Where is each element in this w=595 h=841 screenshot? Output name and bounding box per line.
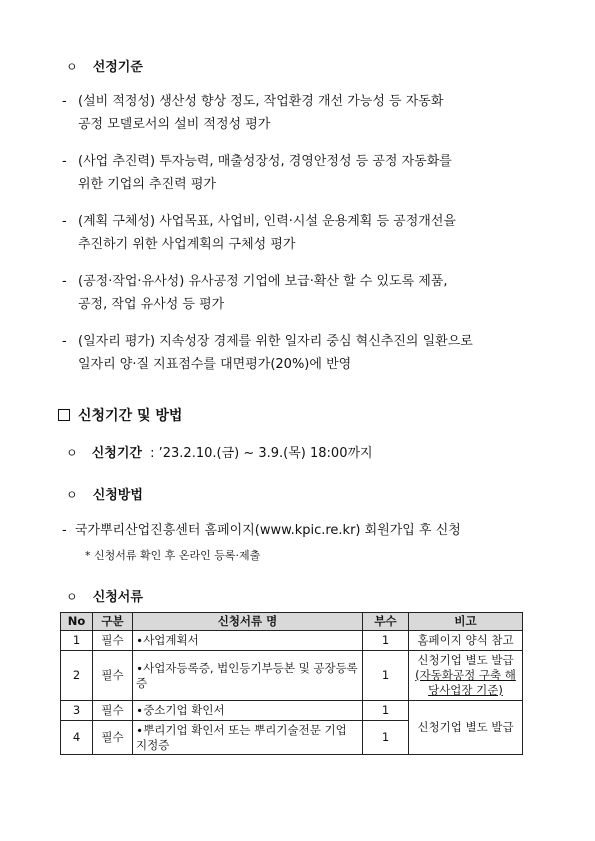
method-text: - 국가뿌리산업진흥센터 홈페이지(www.kpic.re.kr) 회원가입 후 신청 xyxy=(62,523,461,538)
documents-table xyxy=(60,612,523,755)
table-row: 1 필수 ∙사업계획서 1 홈페이지 양식 참고 xyxy=(61,631,523,651)
table-row: 4 필수 ∙뿌리기업 확인서 또는 뿌리기술전문 기업 지정증 1 xyxy=(61,721,523,755)
criteria-item: - (일자리 평가) 지속성장 경제를 위한 일자리 중심 혁신추진의 일환으로 일자리 양·질 지표점수를 대면평가(20%)에 반영 xyxy=(62,334,473,372)
header-note: 비고 xyxy=(409,613,523,631)
documents-label: 신청서류 xyxy=(92,590,143,605)
documents-heading xyxy=(66,586,143,605)
header-count: 부수 xyxy=(363,613,409,631)
section-title: 신청기간 및 방법 xyxy=(78,408,183,424)
header-no: No xyxy=(61,613,93,631)
period-label: 신청기간 xyxy=(91,446,142,461)
criteria-item: - (설비 적정성) 생산성 향상 정도, 작업환경 개선 가능성 등 자동화 공정 모델로서의 설비 적정성 평가 xyxy=(62,94,444,132)
circle-bullet: ㅇ xyxy=(66,60,78,74)
period-value: : ’23.2.10.(금) ~ 3.9.(목) 18:00까지 xyxy=(150,446,373,461)
application-method-heading xyxy=(66,484,143,503)
method-label: 신청방법 xyxy=(92,488,143,503)
criteria-item: - (공정·작업·유사성) 유사공정 기업에 보급·확산 할 수 있도록 제품, 공정, 작업 유사성 등 평가 xyxy=(62,274,448,312)
header-type: 구분 xyxy=(93,613,133,631)
criteria-item: - (계획 구체성) 사업목표, 사업비, 인력·시설 운용계획 등 공정개선을 추진하기 위한 사업계획의 구체성 평가 xyxy=(62,214,456,252)
section-title: 선정기준 xyxy=(92,60,143,75)
application-section-heading xyxy=(58,405,182,425)
selection-criteria-heading xyxy=(66,56,143,75)
table-row: 2 필수 ∙사업자등록증, 법인등기부등본 및 공장등록증 1 신청기업 별도 발급 (자동화공정 구축 해당사업장 기준) xyxy=(61,651,523,701)
table-header-row xyxy=(61,613,523,631)
application-period xyxy=(66,442,373,461)
method-note: * 신청서류 확인 후 온라인 등록·제출 xyxy=(85,549,261,562)
header-document-name: 신청서류 명 xyxy=(133,613,363,631)
table-row: 3 필수 ∙중소기업 확인서 1 신청기업 별도 발급 xyxy=(61,701,523,721)
circle-bullet: ㅇ xyxy=(66,488,78,502)
circle-bullet: ㅇ xyxy=(66,446,78,460)
circle-bullet: ㅇ xyxy=(66,590,78,604)
square-bullet-icon xyxy=(58,409,70,421)
criteria-item: - (사업 추진력) 투자능력, 매출성장성, 경영안정성 등 공정 자동화를 위한 기업의 추진력 평가 xyxy=(62,154,452,192)
